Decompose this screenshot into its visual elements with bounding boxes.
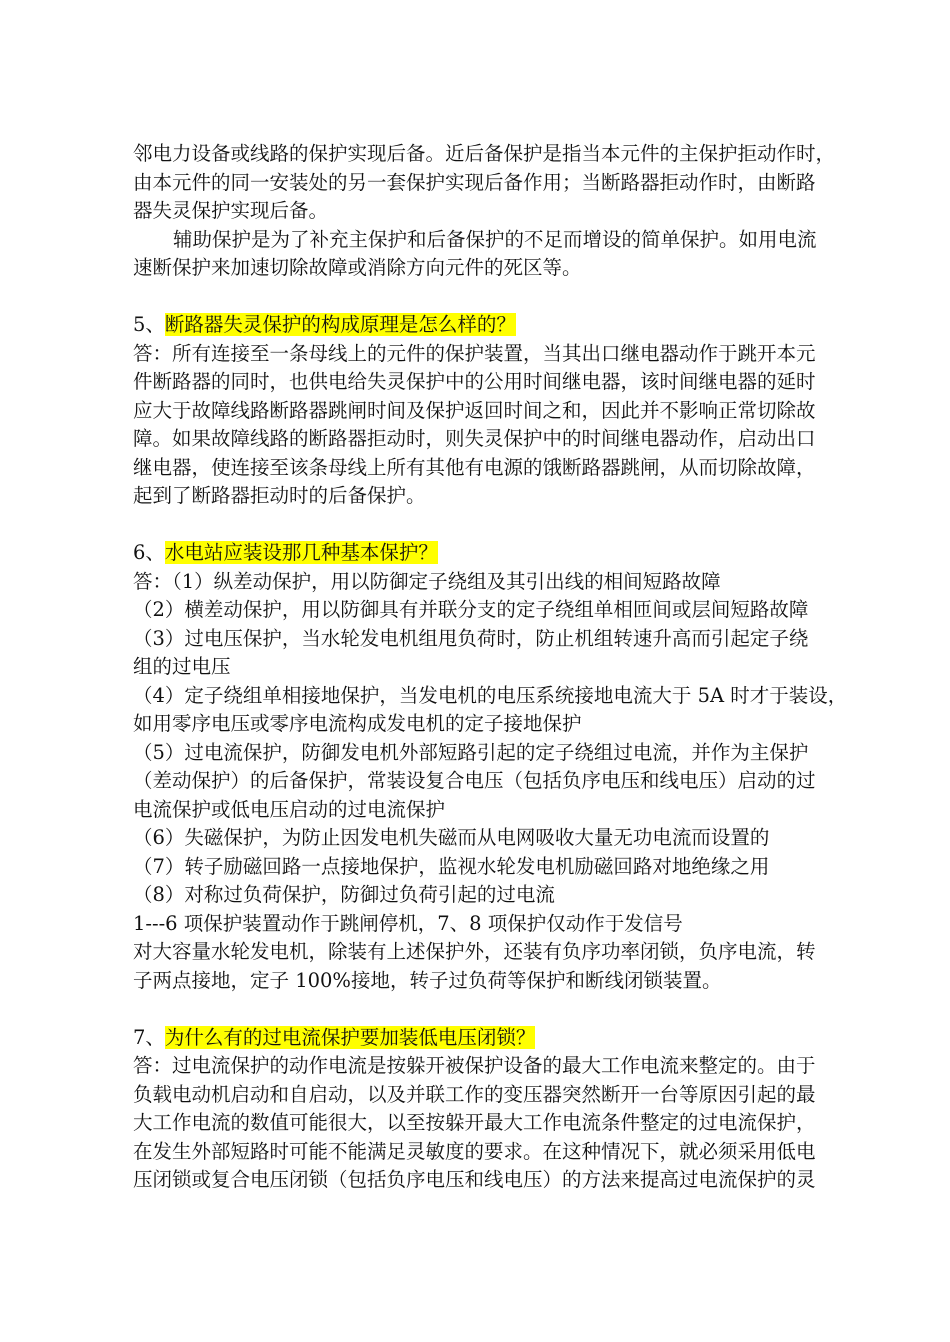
answer-line: 组的过电压 [133,655,231,678]
answer-line: （5）过电流保护，防御发电机外部短路引起的定子绕组过电流，并作为主保护 [133,740,809,764]
answer-line: （3）过电压保护，当水轮发电机组甩负荷时，防止机组转速升高而引起定子绕 [133,626,809,650]
question-number: 7、 [133,1025,165,1049]
question-number: 6、 [133,541,165,564]
question-text-highlighted: 为什么有的过电流保护要加装低电压闭锁？ [164,1025,536,1049]
text-line: 器失灵保护实现后备。 [133,199,329,222]
spacer [133,511,915,540]
answer-line: 继电器，使连接至该条母线上所有其他有电源的饿断路器跳闸，从而切除故障， [133,455,816,479]
spacer [133,283,915,312]
document-page [133,140,915,1195]
answer-line: 障。如果故障线路的断路器拒动时，则失灵保护中的时间继电器动作，启动出口 [133,427,816,450]
question-7-section [133,1024,915,1195]
answer-line: （4）定子绕组单相接地保护，当发电机的电压系统接地电流大于 5A 时才于装设， [133,683,848,707]
answer-line: 起到了断路器拒动时的后备保护。 [133,484,426,507]
question-heading [133,311,915,340]
aux-protection-paragraph [133,226,915,283]
text-line: 辅助保护是为了补充主保护和后备保护的不足而增设的简单保护。如用电流 [173,227,817,251]
answer-line: 答：（1）纵差动保护，用以防御定子绕组及其引出线的相间短路故障 [133,569,721,593]
answer-line: 对大容量水轮发电机，除装有上述保护外，还装有负序功率闭锁，负序电流，转 [133,940,816,963]
question-text-highlighted: 水电站应装设那几种基本保护？ [164,541,438,564]
question-heading [133,1024,915,1053]
question-6-section [133,539,915,995]
question-5-section [133,311,915,511]
answer-line: 在发生外部短路时可能不能满足灵敏度的要求。在这种情况下，就必须采用低电 [133,1139,816,1163]
text-line: 邻电力设备或线路的保护实现后备。近后备保护是指当本元件的主保护拒动作时， [133,142,836,165]
answer-line: 答：所有连接至一条母线上的元件的保护装置，当其出口继电器动作于跳开本元 [133,341,816,365]
answer-line: 答：过电流保护的动作电流是按躲开被保护设备的最大工作电流来整定的。由于 [133,1054,816,1077]
answer-line: （8）对称过负荷保护，防御过负荷引起的过电流 [133,883,555,906]
answer-line: 1---6 项保护装置动作于跳闸停机，7、8 项保护仅动作于发信号 [133,911,683,935]
answer-line: 应大于故障线路断路器跳闸时间及保护返回时间之和，因此并不影响正常切除故 [133,398,816,422]
answer-line: 大工作电流的数值可能很大，以至按躲开最大工作电流条件整定的过电流保护， [133,1111,816,1134]
intro-paragraph [133,140,915,226]
question-text-highlighted: 断路器失灵保护的构成原理是怎么样的？ [164,313,516,336]
answer-line: （2）横差动保护，用以防御具有并联分支的定子绕组单相匝间或层间短路故障 [133,598,809,621]
text-line: 速断保护来加速切除故障或消除方向元件的死区等。 [133,256,582,279]
answer-line: 电流保护或低电压启动的过电流保护 [133,797,446,821]
answer-line: 压闭锁或复合电压闭锁（包括负序电压和线电压）的方法来提高过电流保护的灵 [133,1168,816,1191]
answer-line: 负载电动机启动和自启动，以及并联工作的变压器突然断开一台等原因引起的最 [133,1082,816,1106]
answer-line: （7）转子励磁回路一点接地保护，监视水轮发电机励磁回路对地绝缘之用 [133,854,770,878]
text-line: 由本元件的同一安装处的另一套保护实现后备作用；当断路器拒动作时，由断路 [133,170,816,194]
question-heading [133,539,915,568]
spacer [133,995,915,1024]
answer-line: （差动保护）的后备保护，常装设复合电压（包括负序电压和线电压）启动的过 [133,769,816,792]
answer-line: （6）失磁保护，为防止因发电机失磁而从电网吸收大量无功电流而设置的 [133,826,770,849]
answer-line: 子两点接地，定子 100%接地，转子过负荷等保护和断线闭锁装置。 [133,968,722,992]
answer-line: 如用零序电压或零序电流构成发电机的定子接地保护 [133,712,582,735]
answer-line: 件断路器的同时，也供电给失灵保护中的公用时间继电器，该时间继电器的延时 [133,370,816,393]
question-number: 5、 [133,313,165,336]
